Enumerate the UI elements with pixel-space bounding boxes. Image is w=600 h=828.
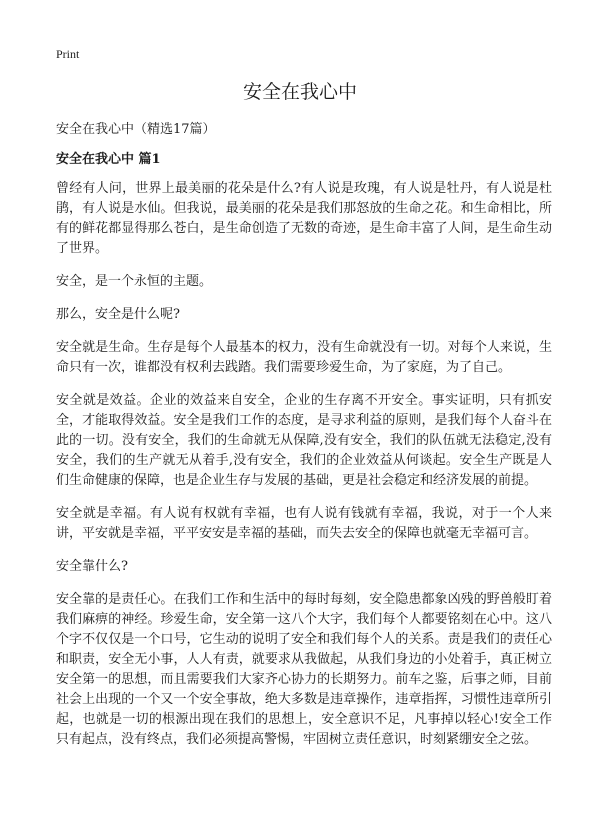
paragraph-question: 那么，安全是什么呢? bbox=[56, 307, 180, 322]
paragraph-happiness: 安全就是幸福。有人说有权就有幸福，也有人说有钱就有幸福，我说，对于一个人来讲，平安就是幸福，平平安安是幸福的基础，而失去安全的保障也就毫无幸福可言。 bbox=[56, 506, 552, 541]
article-subtitle: 安全在我心中（精选17篇） bbox=[56, 122, 216, 137]
page-title: 安全在我心中 bbox=[242, 81, 357, 103]
paragraph-question-2: 安全靠什么? bbox=[56, 559, 128, 574]
section-heading: 安全在我心中 篇1 bbox=[56, 152, 161, 167]
paragraph-life: 安全就是生命。生存是每个人最基本的权力，没有生命就没有一切。对每个人来说，生命只有一次，谁都没有权利去践踏。我们需要珍爱生命，为了家庭，为了自己。 bbox=[56, 340, 552, 375]
paragraph-responsibility: 安全靠的是责任心。在我们工作和生活中的每时每刻，安全隐患都象凶残的野兽般盯着我们麻痹的神经。珍爱生命，安全第一这八个大字，我们每个人都要铭刻在心中。这八个字不仅仅是一个口号，它生动的说明了安全和我们每个人的关系。责是我们的责任心和职责，安全无小事，人人有责，就要求从我做起，从我们身边的小处着手，真正树立安全第一的思想，而且需要我们大家齐心协力的长期努力。前车之鉴，后事之师，目前社会上出现的一个又一个安全事故，绝大多数是违章操作，违章指挥，习惯性违章所引起，也就是一切的根源出现在我们的思想上，安全意识不足，凡事掉以轻心!安全工作只有起点，没有终点，我们必须提高警惕，牢固树立责任意识，时刻紧绷安全之弦。 bbox=[56, 592, 552, 747]
paragraph-theme: 安全，是一个永恒的主题。 bbox=[56, 274, 213, 289]
paragraph-benefit: 安全就是效益。企业的效益来自安全，企业的生存离不开安全。事实证明，只有抓安全，才能取得效益。安全是我们工作的态度，是寻求利益的原则，是我们每个人奋斗在此的一切。没有安全，我们的生命就无从保障,没有安全，我们的队伍就无法稳定,没有安全，我们的生产就无从着手,没有安全，我们的企业效益从何谈起。安全生产既是人们生命健康的保障，也是企业生存与发展的基础，更是社会稳定和经济发展的前提。 bbox=[56, 393, 552, 488]
paragraph-intro: 曾经有人问，世界上最美丽的花朵是什么?有人说是玫瑰，有人说是牡丹，有人说是杜鹃，有人说是水仙。但我说，最美丽的花朵是我们那怒放的生命之花。和生命相比，所有的鲜花都显得那么苍白，是生命创造了无数的奇迹，是生命丰富了人间，是生命生动了世界。 bbox=[56, 181, 552, 256]
article-body bbox=[56, 121, 552, 750]
print-link[interactable]: Print bbox=[56, 47, 80, 61]
